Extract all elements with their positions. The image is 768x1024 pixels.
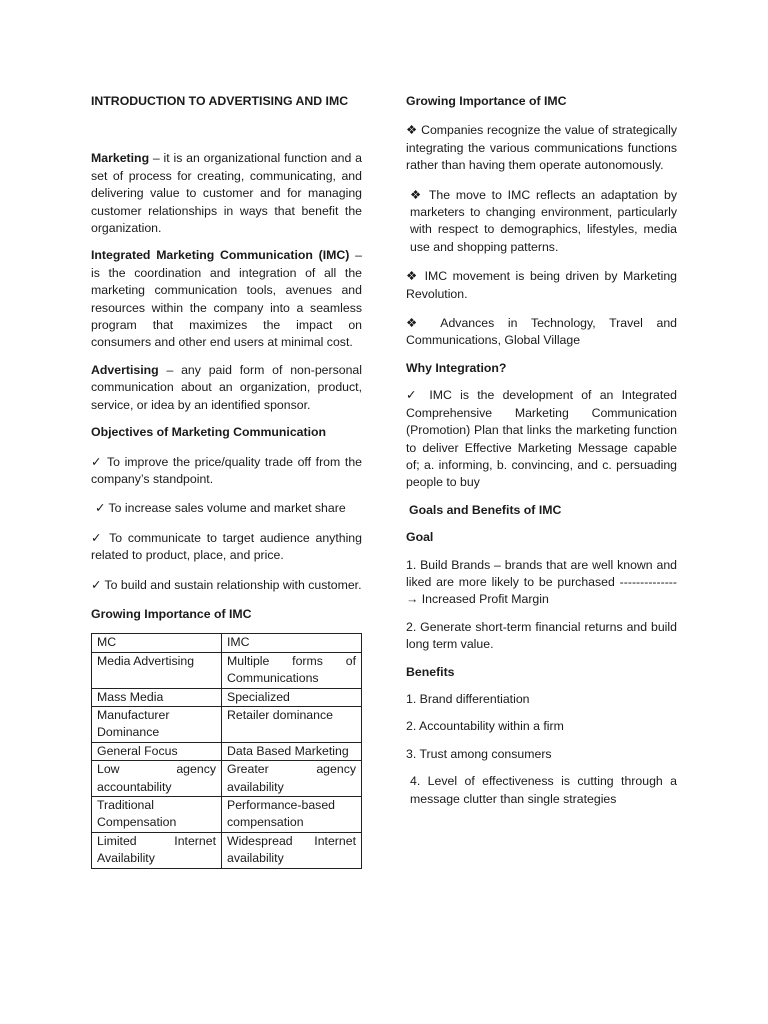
table-cell: Traditional Compensation (92, 797, 222, 833)
table-cell: Limited Internet Availability (92, 832, 222, 868)
why-integration-text: ✓ IMC is the development of an Integrated Comprehensive Marketing Communication (Promotion) Plan that links the marketing function to deliver Effective Marketing Message capable of; a. informing, b. convincing, and c. persuading people to buy (406, 388, 677, 490)
marketing-def-text: – it is an organizational function and a set of process for creating, communicating, and delivering value to customer and for managing customer relationships in ways that benefit the organization. (91, 151, 362, 236)
objectives-heading: Objectives of Marketing Communication (91, 425, 327, 440)
goal-heading: Goal (406, 530, 434, 545)
advertising-definition (91, 362, 362, 414)
objective-item: ✓ To build and sustain relationship with customer. (91, 577, 362, 592)
benefits-heading: Benefits (406, 664, 455, 679)
growing-item: ❖ IMC movement is being driven by Marketing Revolution. (406, 269, 677, 301)
growing-item: ❖ The move to IMC reflects an adaptation by marketers to changing environment, particularly with respect to demographics, lifestyles, media use and shopping patterns. (410, 187, 677, 254)
table-header-cell: IMC (222, 634, 362, 652)
growing-item: ❖ Advances in Technology, Travel and Communications, Global Village (406, 316, 677, 348)
table-header-cell: MC (92, 634, 222, 652)
imc-term: Integrated Marketing Communication (IMC) (91, 248, 350, 263)
table-row (92, 652, 362, 688)
table-cell: Performance-based compensation (222, 797, 362, 833)
table-cell: Retailer dominance (222, 706, 362, 742)
objective-item: ✓ To increase sales volume and market share (95, 501, 346, 516)
right-column (406, 93, 677, 808)
table-row (92, 797, 362, 833)
growing-importance-heading: Growing Importance of IMC (406, 94, 567, 108)
benefit-item: 1. Brand differentiation (406, 691, 530, 706)
table-cell: Media Advertising (92, 652, 222, 688)
table-row (92, 688, 362, 706)
table-cell: Widespread Internet availability (222, 832, 362, 868)
table-cell: Greater agency availability (222, 761, 362, 797)
table-cell: Multiple forms of Communications (222, 652, 362, 688)
table-row (92, 742, 362, 760)
document-title: INTRODUCTION TO ADVERTISING AND IMC (91, 94, 349, 108)
benefit-item: 4. Level of effectiveness is cutting through a message clutter than single strategies (410, 774, 677, 806)
table-cell: Manufacturer Dominance (92, 706, 222, 742)
benefit-item: 2. Accountability within a firm (406, 719, 564, 734)
advertising-term: Advertising (91, 362, 159, 377)
imc-definition (91, 247, 362, 351)
goals-benefits-heading: Goals and Benefits of IMC (409, 502, 562, 517)
why-integration-heading: Why Integration? (406, 360, 507, 375)
advertising-def-text: – any paid form of non-personal communication about an organization, product, service, or idea by an identified sponsor. (91, 362, 362, 412)
table-cell: Low agency accountability (92, 761, 222, 797)
table-heading: Growing Importance of IMC (91, 606, 252, 621)
goal-item: 2. Generate short-term financial returns and build long term value. (406, 619, 677, 652)
objective-item: ✓ To communicate to target audience anything related to product, place, and price. (91, 530, 362, 563)
table-row (92, 706, 362, 742)
marketing-term: Marketing (91, 151, 150, 166)
imc-def-text: – is the coordination and integration of all the marketing communication tools, avenues and resources within the company into a seamless program that maximizes the impact on consumers and other end users at minimal cost. (91, 248, 362, 350)
benefit-item: 3. Trust among consumers (406, 746, 552, 761)
mc-vs-imc-table (91, 633, 362, 868)
table-row (92, 761, 362, 797)
table-row (92, 832, 362, 868)
objective-item: ✓ To improve the price/quality trade off from the company’s standpoint. (91, 454, 362, 486)
table-cell: Specialized (222, 688, 362, 706)
growing-item: ❖ Companies recognize the value of strategically integrating the various communications functions rather than having them operate autonomously. (406, 123, 677, 173)
table-header-row (92, 634, 362, 652)
marketing-definition (91, 150, 362, 237)
left-column (91, 93, 362, 869)
table-cell: Mass Media (92, 688, 222, 706)
table-cell: Data Based Marketing (222, 742, 362, 760)
table-cell: General Focus (92, 742, 222, 760)
goal-item: 1. Build Brands – brands that are well known and liked are more likely to be purchased --------------→ Increased Profit Margin (406, 557, 677, 607)
